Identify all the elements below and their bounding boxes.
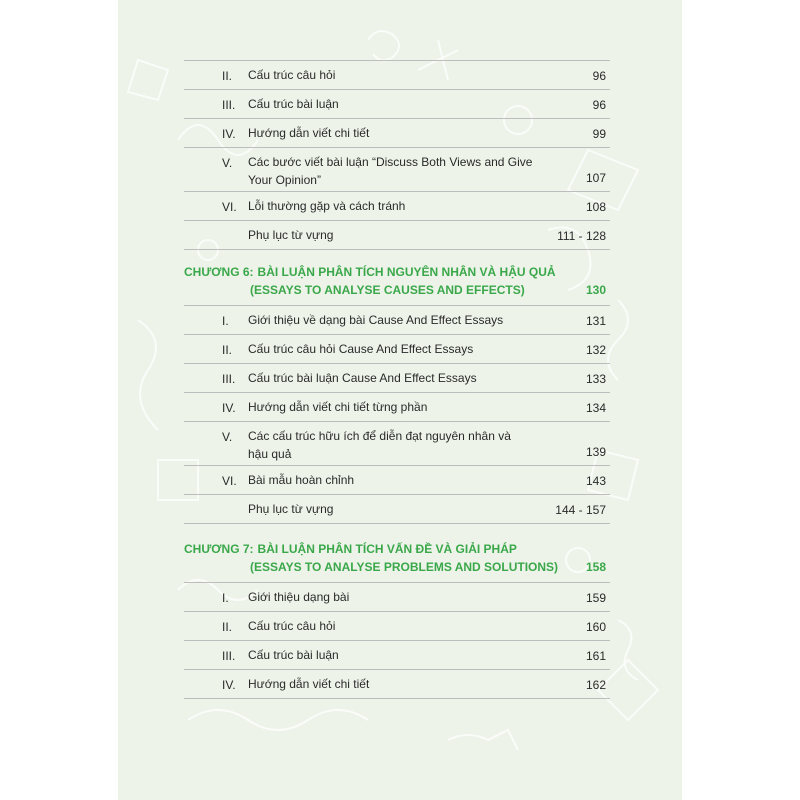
- row-page: 99: [592, 127, 606, 141]
- row-title: Cấu trúc bài luận Cause And Effect Essays: [248, 371, 477, 385]
- row-title: Hướng dẫn viết chi tiết: [248, 677, 370, 691]
- toc-row: [184, 147, 610, 192]
- chapter-label: CHƯƠNG 6:: [184, 265, 254, 279]
- row-title: Bài mẫu hoàn chỉnh: [248, 473, 355, 487]
- toc-row: [184, 118, 610, 148]
- row-page: 134: [585, 401, 606, 415]
- row-page: 144 - 157: [555, 503, 606, 517]
- row-number: VI.: [222, 200, 237, 214]
- row-page: 131: [585, 314, 606, 328]
- row-number: V.: [222, 156, 233, 170]
- row-title: Giới thiệu về dạng bài Cause And Effect Essays: [248, 313, 504, 327]
- chapter-heading: [184, 542, 517, 556]
- row-page: 143: [585, 474, 606, 488]
- row-page: 96: [592, 98, 606, 112]
- chapter-title-vi: BÀI LUẬN PHÂN TÍCH VẤN ĐỀ VÀ GIẢI PHÁP: [257, 542, 517, 556]
- row-number: III.: [222, 98, 236, 112]
- row-title: Cấu trúc bài luận: [248, 97, 339, 111]
- row-page: 133: [585, 372, 606, 386]
- toc-row: [184, 640, 610, 670]
- divider: [184, 698, 610, 699]
- row-number: II.: [222, 620, 233, 634]
- chapter-title-vi: BÀI LUẬN PHÂN TÍCH NGUYÊN NHÂN VÀ HẬU QUẢ: [257, 265, 556, 279]
- row-page: 111 - 128: [557, 229, 606, 243]
- row-number: III.: [222, 649, 236, 663]
- toc-row: [184, 494, 610, 524]
- toc-row: [184, 334, 610, 364]
- row-title: Lỗi thường gặp và cách tránh: [248, 199, 406, 213]
- row-title-line1: Các cấu trúc hữu ích để diễn đạt nguyên nhân và: [248, 429, 511, 443]
- row-title: [248, 427, 538, 463]
- row-title-line2: hậu quả: [248, 447, 292, 461]
- row-title: Cấu trúc bài luận: [248, 648, 339, 662]
- toc-row: [184, 60, 610, 90]
- toc-row: [184, 669, 610, 699]
- row-page: 107: [585, 171, 606, 185]
- row-number: V.: [222, 430, 233, 444]
- row-number: IV.: [222, 678, 236, 692]
- row-title: Hướng dẫn viết chi tiết từng phần: [248, 400, 428, 414]
- toc-row: [184, 392, 610, 422]
- row-page: 159: [585, 591, 606, 605]
- row-title: Phụ lục từ vựng: [248, 228, 334, 242]
- toc-row: [184, 89, 610, 119]
- row-title: Giới thiệu dạng bài: [248, 590, 350, 604]
- row-title: Cấu trúc câu hỏi Cause And Effect Essays: [248, 342, 474, 356]
- toc-row: [184, 305, 610, 335]
- row-page: 132: [585, 343, 606, 357]
- row-page: 162: [585, 678, 606, 692]
- row-page: 108: [585, 200, 606, 214]
- row-page: 139: [585, 445, 606, 459]
- row-number: I.: [222, 314, 229, 328]
- row-number: I.: [222, 591, 229, 605]
- divider: [184, 523, 610, 524]
- chapter-title-en: (ESSAYS TO ANALYSE PROBLEMS AND SOLUTIONS): [250, 560, 559, 574]
- row-page: 161: [585, 649, 606, 663]
- row-title: Phụ lục từ vựng: [248, 502, 334, 516]
- toc-row: [184, 191, 610, 221]
- chapter-page: 158: [585, 560, 606, 574]
- chapter-page: 130: [585, 283, 606, 297]
- toc-row: [184, 421, 610, 466]
- row-title: Hướng dẫn viết chi tiết: [248, 126, 370, 140]
- row-title-line1: Các bước viết bài luận “Discuss Both Views and Give: [248, 155, 533, 169]
- toc-row: [184, 465, 610, 495]
- row-number: II.: [222, 343, 233, 357]
- row-title: Cấu trúc câu hỏi: [248, 619, 336, 633]
- row-title: Cấu trúc câu hỏi: [248, 68, 336, 82]
- row-number: VI.: [222, 474, 237, 488]
- row-title-line2: Your Opinion”: [248, 173, 321, 187]
- row-page: 96: [592, 69, 606, 83]
- toc-row: [184, 582, 610, 612]
- row-number: II.: [222, 69, 233, 83]
- row-number: IV.: [222, 401, 236, 415]
- chapter-label: CHƯƠNG 7:: [184, 542, 254, 556]
- chapter-title-en: (ESSAYS TO ANALYSE CAUSES AND EFFECTS): [250, 283, 525, 297]
- toc-row: [184, 220, 610, 250]
- divider: [184, 249, 610, 250]
- row-number: III.: [222, 372, 236, 386]
- row-number: IV.: [222, 127, 236, 141]
- chapter-heading: [184, 265, 556, 279]
- row-title: [248, 153, 538, 189]
- row-page: 160: [585, 620, 606, 634]
- toc-row: [184, 363, 610, 393]
- toc-row: [184, 611, 610, 641]
